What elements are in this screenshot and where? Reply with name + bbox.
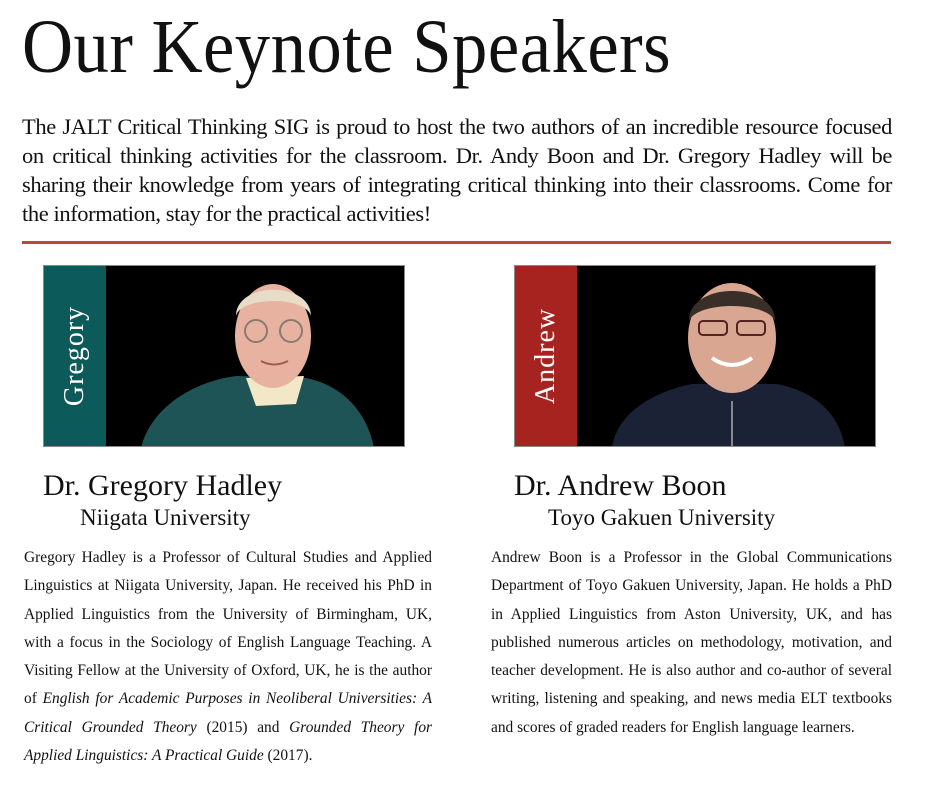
- speaker-photo-andrew: [577, 266, 875, 446]
- name-tab-gregory: [44, 266, 106, 446]
- name-tab-label: Gregory: [59, 305, 91, 407]
- book-title: Grounded Theory for Applied Linguistics: A Practical Guide: [24, 718, 433, 765]
- speaker-university-andrew: Toyo Gakuen University: [548, 505, 776, 530]
- speaker-photo-card-andrew: [514, 265, 876, 447]
- speaker-university-gregory: Niigata University: [80, 505, 251, 530]
- intro-paragraph: The JALT Critical Thinking SIG is proud to host the two authors of an incredible resource focused on critical thinking activities for the classroom. Dr. Andy Boon and Dr. Gregory Hadley will be sharing their knowledge from years of integrating critical thinking into their classrooms. Come for the information, stay for the practical activities!: [22, 114, 892, 226]
- speaker-bio-andrew: Andrew Boon is a Professor in the Global Communications Department of Toyo Gakuen University, Japan. He holds a PhD in Applied Linguistics from Aston University, UK, and has published numerous articles on methodology, motivation, and teacher development. He is also author and co-author of several writing, listening and speaking, and news media ELT textbooks and scores of graded readers for English language learners.: [491, 549, 892, 736]
- portrait-image: [106, 266, 405, 447]
- speaker-bio-gregory: Gregory Hadley is a Professor of Cultural Studies and Applied Linguistics at Niigata University, Japan. He received his PhD in Applied Linguistics from the University of Birmingham, UK, with a focus in the Sociology of English Language Teaching. A Visiting Fellow at the University of Oxford, UK, he is the author of English for Academic Purposes in Neoliberal Universities: A Critical Grounded Theory (2015) and Grounded Theory for Applied Linguistics: A Practical Guide (2017).: [24, 549, 433, 765]
- name-tab-andrew: [515, 266, 577, 446]
- speaker-name-andrew: Dr. Andrew Boon: [514, 469, 727, 502]
- page-title: Our Keynote Speakers: [22, 5, 672, 89]
- speaker-name-gregory: Dr. Gregory Hadley: [43, 469, 283, 502]
- speaker-photo-card-gregory: [43, 265, 405, 447]
- book-title: English for Academic Purposes in Neoliberal Universities: A Critical Grounded Theory: [24, 690, 432, 736]
- speaker-photo-gregory: [106, 266, 404, 446]
- section-divider: [22, 241, 891, 244]
- portrait-image: [577, 266, 876, 447]
- name-tab-label: Andrew: [530, 307, 562, 405]
